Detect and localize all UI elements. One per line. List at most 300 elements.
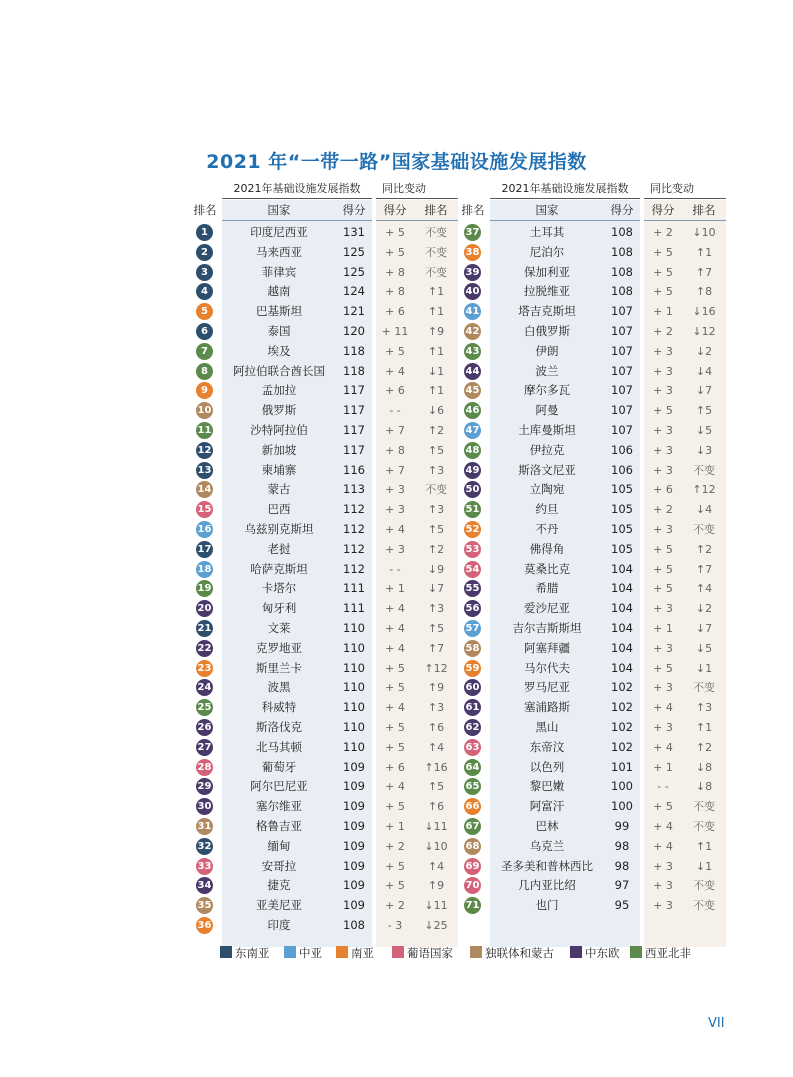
score-value: 110 [343,680,365,695]
country-name: 马来西亚 [256,244,302,259]
table-row [190,758,460,778]
rank-header: 排名 [461,203,485,217]
table-row [190,797,460,817]
legend-label: 南亚 [351,946,374,960]
score-change: + 5 [385,226,405,239]
rank-badge: 47 [464,422,481,439]
rank-change: ↑5 [427,780,445,794]
table-row [458,797,728,817]
table-row [458,421,728,441]
score-value: 107 [611,423,633,437]
table-row [190,302,460,322]
score-value: 102 [611,700,633,715]
header-divider [490,220,640,221]
country-name: 泰国 [267,324,291,338]
country-name: 几内亚比绍 [518,878,576,893]
score-change: + 3 [653,384,673,398]
country-name: 巴西 [267,502,291,517]
table-row [458,718,728,738]
score-value: 100 [611,779,633,794]
score-change-header: 得分 [651,203,675,217]
score-value: 102 [611,720,633,734]
country-name: 摩尔多瓦 [524,383,570,398]
score-value: 104 [611,640,633,655]
rank-change: ↑1 [427,305,445,319]
rank-change: ↓7 [427,582,445,596]
score-change: + 5 [653,661,673,675]
country-name: 埃及 [267,343,291,358]
score-value: 121 [343,304,365,319]
score-change: + 7 [385,463,405,477]
score-change: + 3 [653,721,673,734]
country-name: 爱沙尼亚 [524,601,570,616]
rank-change: ↓25 [424,919,448,932]
rank-badge: 61 [464,699,481,716]
legend-swatch [336,946,348,958]
score-change: + 3 [653,899,673,913]
rank-change: 不变 [693,681,715,695]
country-name: 塔吉克斯坦 [518,304,576,319]
score-change: - - [389,404,401,418]
table-row [190,916,460,936]
country-name: 俄罗斯 [261,403,297,418]
score-value: 104 [611,621,633,635]
table-row [190,738,460,758]
score-change: + 5 [653,562,673,576]
table-row [458,540,728,560]
country-name: 以色列 [529,759,565,774]
rank-badge: 33 [196,858,213,875]
score-change: + 4 [385,523,405,536]
score-change: + 2 [653,325,673,338]
country-name: 格鲁吉亚 [256,819,302,833]
country-name: 拉脱维亚 [524,284,570,299]
rank-change: ↑1 [427,344,445,358]
country-name: 印度 [267,918,291,932]
score-change: + 4 [385,780,405,794]
country-name: 东帝汶 [529,739,565,754]
rank-badge: 42 [464,323,481,340]
table-row [458,698,728,718]
legend-swatch [220,946,232,958]
score-change: + 3 [385,483,405,497]
score-change: + 3 [653,641,673,655]
rank-change: ↓1 [695,661,713,675]
rank-change: 不变 [693,879,715,893]
score-change: + 8 [385,285,405,299]
score-change: + 3 [385,542,405,556]
legend-item [470,944,554,962]
score-change: + 4 [653,740,673,754]
country-name: 阿拉伯联合酋长国 [233,363,325,378]
rank-badge: 43 [464,343,481,360]
score-value: 107 [611,304,633,319]
rank-change: ↑1 [695,721,713,734]
table-row [190,876,460,896]
score-value: 117 [343,442,365,457]
rank-change: ↓10 [692,226,716,239]
country-name: 斯洛伐克 [256,720,302,734]
legend-swatch [392,946,404,958]
score-value: 109 [343,759,365,774]
page-number: VII [708,1016,725,1031]
score-value: 131 [343,225,365,239]
score-change: + 3 [653,443,673,457]
country-name: 文莱 [267,621,291,635]
legend-label: 西亚北非 [645,946,691,960]
score-change: + 2 [385,899,405,913]
score-value: 101 [611,759,633,774]
rank-change: ↑6 [427,721,445,734]
country-name: 土耳其 [529,225,565,239]
rank-badge: 45 [464,382,481,399]
country-name: 斯里兰卡 [256,660,302,675]
score-value: 105 [611,502,633,517]
rank-change: ↓10 [424,839,448,853]
header-divider [222,220,372,221]
country-name: 吉尔吉斯斯坦 [512,621,582,635]
rank-change: ↓4 [695,364,713,378]
rank-change: ↑9 [427,681,445,695]
legend-swatch [470,946,482,958]
rank-badge: 5 [196,303,213,320]
score-header: 得分 [610,203,634,217]
rank-change: ↑1 [695,839,713,853]
rank-change: ↑8 [695,285,713,299]
table-row [458,579,728,599]
score-change: + 5 [653,285,673,299]
rank-change: ↓9 [427,562,445,576]
score-value: 110 [343,720,365,734]
country-name: 克罗地亚 [256,640,302,655]
table-row [190,718,460,738]
table-row [190,599,460,619]
score-value: 108 [611,264,633,279]
rank-badge: 17 [196,541,213,558]
table-row [190,322,460,342]
score-change: + 5 [385,721,405,734]
index-group-header: 2021年基础设施发展指数 [490,180,640,199]
score-value: 111 [343,581,365,596]
country-name: 马尔代夫 [524,660,570,675]
table-row [458,461,728,481]
rank-badge: 55 [464,580,481,597]
score-value: 111 [343,601,365,616]
country-name: 尼泊尔 [529,244,565,259]
score-change: + 4 [653,820,673,833]
rank-change: ↑3 [427,602,445,616]
score-value: 104 [611,581,633,596]
country-name: 巴林 [535,819,559,833]
legend-swatch [630,946,642,958]
rank-badge: 53 [464,541,481,558]
table-row [458,619,728,639]
score-value: 117 [343,403,365,418]
rank-change: 不变 [693,800,715,814]
score-value: 106 [611,442,633,457]
table-row [190,837,460,857]
score-value: 120 [343,324,365,338]
score-change: + 4 [385,701,405,715]
score-change: + 5 [653,265,673,279]
rank-change: ↑12 [692,483,716,497]
rank-change: 不变 [693,463,715,477]
country-name: 科威特 [261,700,297,715]
score-change: + 4 [385,641,405,655]
table-row [458,401,728,421]
country-name: 捷克 [267,878,291,893]
rank-change: ↓1 [427,364,445,378]
country-name: 土库曼斯坦 [518,423,576,437]
rank-change: ↑2 [695,740,713,754]
score-change: + 3 [653,364,673,378]
score-value: 107 [611,363,633,378]
rank-change: ↓8 [695,780,713,794]
rank-badge: 37 [464,224,481,241]
score-value: 99 [614,819,630,833]
score-change: + 7 [385,424,405,437]
table-row [458,678,728,698]
table-row [458,896,728,916]
rank-change: ↑5 [695,404,713,418]
rank-change: ↑2 [427,424,445,437]
rank-change: ↑2 [427,542,445,556]
table-row [190,282,460,302]
rank-badge: 7 [196,343,213,360]
rank-badge: 29 [196,778,213,795]
country-name: 新加坡 [261,442,297,457]
legend-item [630,944,691,962]
rank-change: ↑3 [427,463,445,477]
country-header: 国家 [535,203,559,217]
rank-change: ↓11 [424,899,448,913]
country-name: 乌兹别克斯坦 [244,522,314,536]
score-value: 107 [611,403,633,418]
score-value: 100 [611,799,633,814]
rank-change: 不变 [425,265,447,279]
score-change: + 1 [653,305,673,319]
rank-badge: 52 [464,521,481,538]
rank-change: ↑5 [427,622,445,635]
table-row [458,263,728,283]
score-value: 112 [343,541,365,556]
legend-label: 中亚 [299,946,322,960]
rank-badge: 4 [196,283,213,300]
score-value: 109 [343,898,365,913]
rank-badge: 60 [464,679,481,696]
country-name: 伊拉克 [529,442,565,457]
table-row [458,302,728,322]
legend-item [392,944,453,962]
rank-badge: 65 [464,778,481,795]
rank-change: ↓2 [695,602,713,616]
score-value: 105 [611,541,633,556]
rank-badge: 20 [196,600,213,617]
score-change: + 3 [653,859,673,873]
score-value: 109 [343,819,365,833]
rank-change: ↑16 [424,760,448,774]
table-row [190,223,460,243]
rank-change-header: 排名 [692,203,716,217]
rank-change: ↓12 [692,325,716,338]
rank-badge: 12 [196,442,213,459]
score-value: 109 [343,779,365,794]
country-name: 白俄罗斯 [524,324,570,338]
table-row [190,342,460,362]
country-name: 不丹 [535,522,559,536]
rank-badge: 34 [196,877,213,894]
rank-change: 不变 [693,899,715,913]
rank-badge: 19 [196,580,213,597]
rank-change: ↓16 [692,305,716,319]
score-value: 107 [611,324,633,338]
rank-badge: 41 [464,303,481,320]
table-row [458,322,728,342]
score-change: + 3 [653,879,673,893]
country-name: 黎巴嫩 [529,779,565,794]
score-change: + 3 [653,424,673,437]
table-row [458,520,728,540]
score-change: + 2 [385,839,405,853]
rank-badge: 63 [464,739,481,756]
table-row [190,698,460,718]
rank-badge: 58 [464,640,481,657]
country-name: 莫桑比克 [524,561,570,576]
rank-change: ↓6 [427,404,445,418]
score-change: + 1 [385,582,405,596]
legend-label: 葡语国家 [407,946,453,960]
score-change: + 4 [653,839,673,853]
country-name: 卡塔尔 [261,581,297,596]
score-value: 109 [343,858,365,873]
country-name: 波黑 [267,680,291,695]
rank-change: 不变 [425,483,447,497]
rank-badge: 57 [464,620,481,637]
country-name: 阿尔巴尼亚 [250,779,308,794]
score-value: 104 [611,660,633,675]
table-row [190,362,460,382]
score-change: + 5 [385,681,405,695]
score-value: 117 [343,383,365,398]
rank-change: ↑3 [427,503,445,517]
score-value: 108 [611,284,633,299]
table-row [190,639,460,659]
rank-badge: 28 [196,759,213,776]
table-row [458,243,728,263]
score-change: + 4 [653,701,673,715]
score-change: + 6 [385,760,405,774]
table-row [190,817,460,837]
country-name: 阿塞拜疆 [524,640,570,655]
table-row [190,401,460,421]
rank-badge: 49 [464,462,481,479]
legend-item [336,944,374,962]
rank-change: ↑4 [427,859,445,873]
table-row [458,441,728,461]
country-name: 匈牙利 [261,601,297,616]
country-name: 罗马尼亚 [524,680,570,695]
country-name: 印度尼西亚 [250,225,308,239]
score-change: + 3 [653,463,673,477]
table-row [458,659,728,679]
score-change: + 5 [653,800,673,814]
table-row [458,837,728,857]
rank-badge: 35 [196,897,213,914]
score-change: + 3 [385,503,405,517]
score-change: + 2 [653,503,673,517]
legend-swatch [570,946,582,958]
rank-change: ↑1 [695,245,713,259]
table-row [458,639,728,659]
score-change: + 5 [385,740,405,754]
table-row [190,619,460,639]
rank-change: ↑1 [427,384,445,398]
country-name: 圣多美和普林西比 [501,858,593,873]
country-name: 蒙古 [267,482,291,497]
change-group-header: 同比变动 [644,180,726,199]
rank-change: ↑9 [427,879,445,893]
country-name: 孟加拉 [261,383,297,398]
rank-badge: 30 [196,798,213,815]
rank-badge: 59 [464,660,481,677]
score-value: 102 [611,739,633,754]
rank-badge: 10 [196,402,213,419]
rank-badge: 71 [464,897,481,914]
score-value: 109 [343,878,365,893]
score-value: 108 [343,918,365,932]
score-change: + 1 [653,622,673,635]
country-name: 北马其顿 [256,739,302,754]
country-name: 乌克兰 [529,838,565,853]
header-divider [644,220,726,221]
table-row [190,560,460,580]
rank-badge: 26 [196,719,213,736]
rank-change: 不变 [693,820,715,833]
rank-change: ↑3 [695,701,713,715]
score-change: + 3 [653,602,673,616]
index-group-header: 2021年基础设施发展指数 [222,180,372,199]
rank-badge: 67 [464,818,481,835]
score-value: 109 [343,799,365,814]
score-value: 102 [611,680,633,695]
table-row [190,678,460,698]
rank-change: ↓3 [695,443,713,457]
rank-badge: 38 [464,244,481,261]
score-change: + 5 [653,245,673,259]
rank-change: ↑2 [695,542,713,556]
country-name: 亚美尼亚 [256,898,302,913]
score-change: + 5 [385,245,405,259]
score-change: + 6 [385,384,405,398]
country-name: 塞浦路斯 [524,700,570,715]
table-row [458,282,728,302]
legend-item [220,944,270,962]
rank-change: ↑6 [427,800,445,814]
score-change: + 4 [385,364,405,378]
legend-item [570,944,620,962]
table-row [458,362,728,382]
rank-badge: 13 [196,462,213,479]
score-value: 107 [611,383,633,398]
country-name: 越南 [267,284,291,299]
rank-badge: 24 [196,679,213,696]
country-name: 阿富汗 [529,799,565,814]
table-row [458,817,728,837]
score-change: + 3 [653,681,673,695]
rank-badge: 16 [196,521,213,538]
score-change: + 5 [385,800,405,814]
rank-change: ↑4 [695,582,713,596]
